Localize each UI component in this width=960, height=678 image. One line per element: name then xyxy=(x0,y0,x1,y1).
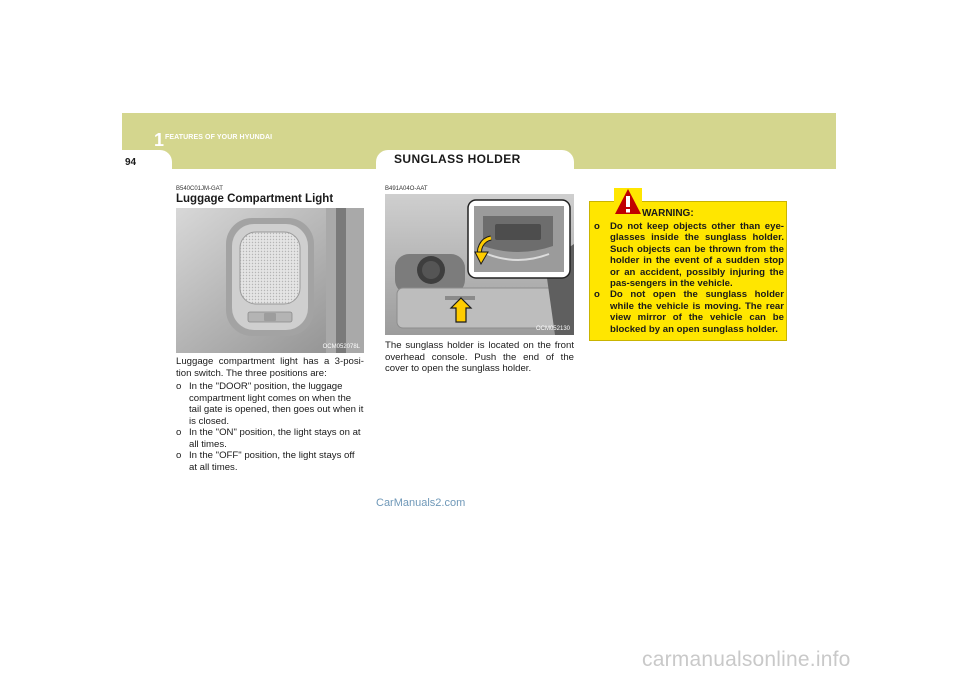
list-item: o In the "DOOR" position, the luggage compartment light comes on when the tail gate is opened, then goes out when it is closed. xyxy=(176,381,364,427)
watermark-carmanuals2[interactable]: CarManuals2.com xyxy=(376,497,466,509)
luggage-intro-text: Luggage compartment light has a 3-posi-tion switch. The three positions are: xyxy=(176,356,364,379)
sunglass-holder-photo xyxy=(385,194,574,335)
sunglass-photo-code: OCM052130 xyxy=(535,326,570,332)
list-item: o In the "ON" position, the light stays on at all times. xyxy=(176,427,361,450)
warning-icon xyxy=(614,188,642,216)
watermark-carmanualsonline: carmanualsonline.info xyxy=(642,648,851,671)
sunglass-section-code: B491A04O-AAT xyxy=(385,186,428,192)
warning-title: WARNING: xyxy=(642,208,694,219)
list-item: o Do not keep objects other than eye-glasses inside the sunglass holder. Such objects can be thrown from the holder in the event of a sudden stop or an accident, possibly injuring the pas-sengers in the vehicle. xyxy=(594,221,784,290)
warning-list xyxy=(594,221,784,335)
luggage-positions-list xyxy=(176,381,364,473)
luggage-light-photo xyxy=(176,208,364,353)
warning-box xyxy=(589,201,787,341)
list-item: o In the "OFF" position, the light stays off at all times. xyxy=(176,450,355,473)
section-title: SUNGLASS HOLDER xyxy=(394,152,521,166)
luggage-section-code: B540C01JM-GAT xyxy=(176,186,223,192)
luggage-heading: Luggage Compartment Light xyxy=(176,193,334,205)
list-item: o Do not open the sunglass holder while the vehicle is moving. The rear view mirror of the vehicle can be blocked by an open sunglass holder. xyxy=(594,289,784,335)
chapter-number: 1 xyxy=(154,130,165,150)
page-number: 94 xyxy=(125,157,137,168)
luggage-photo-code: OCM052078L xyxy=(322,344,360,350)
sunglass-body-text: The sunglass holder is located on the front overhead console. Push the end of the cover to open the sunglass holder. xyxy=(385,340,574,374)
chapter-title: FEATURES OF YOUR HYUNDAI xyxy=(165,134,273,141)
